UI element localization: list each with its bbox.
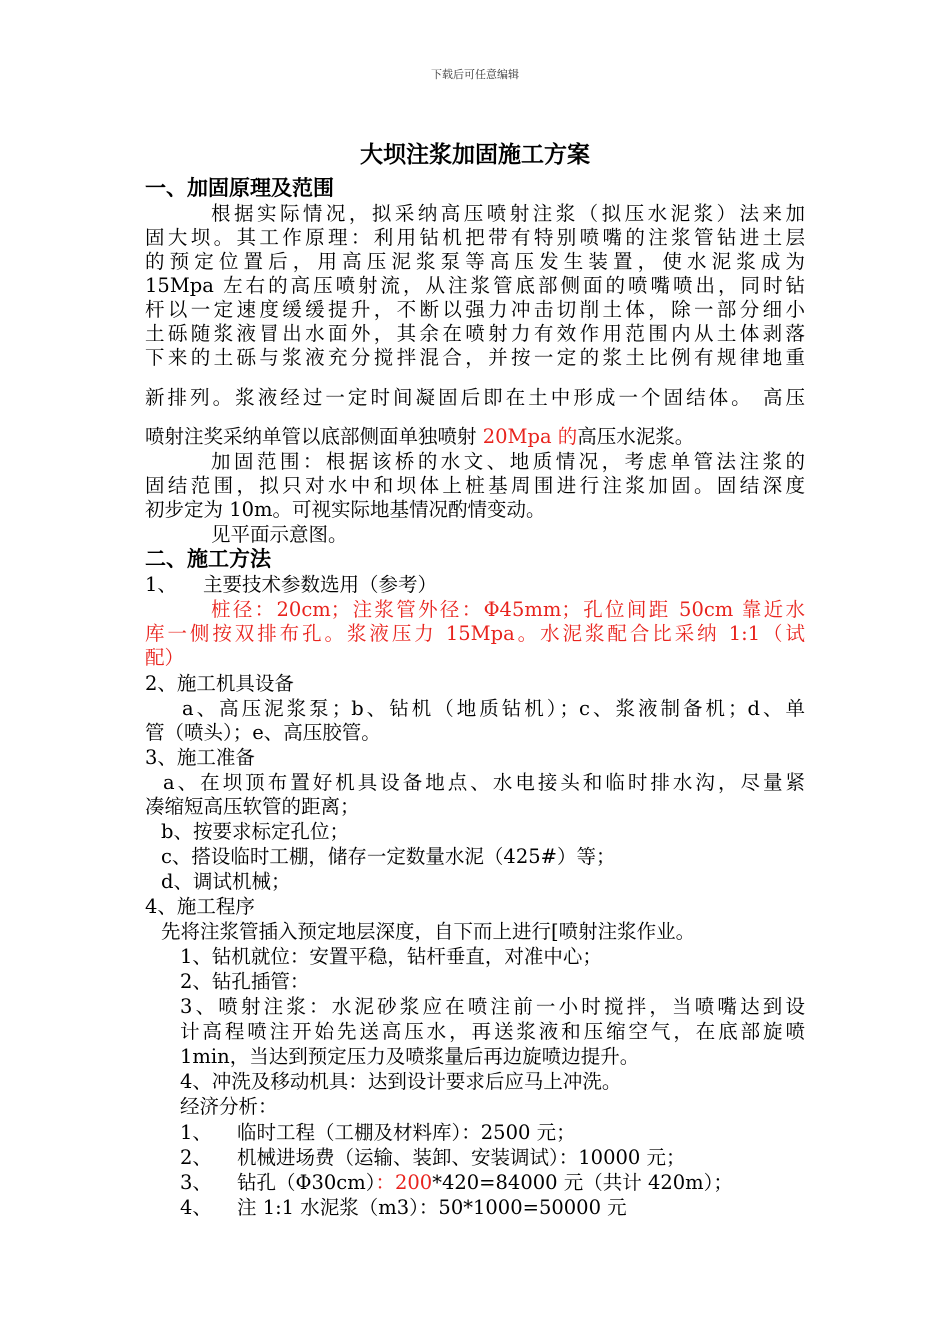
step-3-line-2: 计高程喷注开始先送高压水，再送浆液和压缩空气，在底部旋喷 bbox=[180, 1020, 805, 1043]
item2-title: 2、施工机具设备 bbox=[145, 672, 294, 695]
step-3-line-1: 3、喷射注浆：水泥砂浆应在喷注前一小时搅拌，当喷嘴达到设 bbox=[180, 995, 805, 1018]
cost-2-number: 2、 bbox=[180, 1146, 212, 1169]
para1-line-2: 固大坝。其工作原理：利用钻机把带有特别喷嘴的注浆管钻进土层 bbox=[145, 226, 805, 249]
para2-line-3: 初步定为 10m。可视实际地基情况酌情变动。 bbox=[145, 498, 546, 521]
cost-3-text bbox=[237, 1171, 733, 1195]
item3-c: c、搭设临时工棚，储存一定数量水泥（425#）等； bbox=[161, 845, 616, 868]
para1-line-3: 的预定位置后，用高压泥浆泵等高压发生装置，使水泥浆成为 bbox=[145, 250, 805, 273]
section-heading-2: 二、施工方法 bbox=[145, 547, 271, 571]
cost-1-number: 1、 bbox=[180, 1121, 212, 1144]
cost-3-text-b: *420=84000 元（共计 420m）； bbox=[432, 1171, 733, 1194]
item3-d: d、调试机械； bbox=[161, 870, 291, 893]
para1-text-red: 20Mpa 的 bbox=[482, 425, 578, 448]
cost-2-text: 机械进场费（运输、装卸、安装调试）：10000 元； bbox=[237, 1146, 686, 1169]
para1-line-7: 下来的土砾与浆液充分搅拌混合，并按一定的浆土比例有规律地重 bbox=[145, 346, 805, 369]
para2-line-1: 加固范围：根据该桥的水文、地质情况，考虑单管法注浆的 bbox=[211, 450, 805, 473]
step-3-line-3: 1min，当达到预定压力及喷浆量后再边旋喷边提升。 bbox=[180, 1045, 640, 1068]
item2-line-1: a、高压泥浆泵；b、钻机（地质钻机）；c、浆液制备机；d、单 bbox=[182, 697, 805, 720]
item1-title: 主要技术参数选用（参考） bbox=[203, 573, 438, 596]
item1-number: 1、 bbox=[145, 573, 177, 596]
para1-line-9 bbox=[145, 425, 694, 449]
item3-title: 3、施工准备 bbox=[145, 746, 255, 769]
para1-line-1: 根据实际情况，拟采纳高压喷射注浆（拟压水泥浆）法来加 bbox=[211, 202, 805, 225]
item4-title: 4、施工程序 bbox=[145, 895, 255, 918]
item3-b: b、按要求标定孔位； bbox=[161, 820, 349, 843]
cost-1-text: 临时工程（工棚及材料库）：2500 元； bbox=[237, 1121, 576, 1144]
page-header: 下载后可任意编辑 bbox=[431, 68, 519, 81]
cost-3-text-a: 钻孔（Φ30cm） bbox=[237, 1171, 376, 1194]
item2-line-2: 管（喷头）；e、高压胶管。 bbox=[145, 721, 381, 744]
cost-4-number: 4、 bbox=[180, 1196, 212, 1219]
item1-params-line-1: 桩径：20cm；注浆管外径：Φ45mm；孔位间距 50cm 靠近水 bbox=[211, 598, 805, 621]
step-1: 1、钻机就位：安置平稳，钻杆垂直，对准中心； bbox=[180, 945, 602, 968]
para2-line-2: 固结范围，拟只对水中和坝体上桩基周围进行注浆加固。固结深度 bbox=[145, 474, 805, 497]
item4-intro: 先将注浆管插入预定地层深度，自下而上进行[喷射注浆作业。 bbox=[161, 920, 696, 943]
para1-line-5: 杆以一定速度缓缓提升，不断以强力冲击切削土体，除一部分细小 bbox=[145, 298, 805, 321]
para1-line-6: 土砾随浆液冒出水面外，其余在喷射力有效作用范围内从土体剥落 bbox=[145, 322, 805, 345]
step-2: 2、钻孔插管： bbox=[180, 970, 310, 993]
cost-3-number: 3、 bbox=[180, 1171, 212, 1194]
para3: 见平面示意图。 bbox=[211, 523, 348, 546]
item3-a-line-2: 凑缩短高压软管的距离； bbox=[145, 795, 360, 818]
para1-text-a: 喷射注奖采纳单管以底部侧面单独喷射 bbox=[145, 425, 483, 448]
item3-a-line-1: a、在坝顶布置好机具设备地点、水电接头和临时排水沟，尽量紧 bbox=[163, 771, 805, 794]
item1-params-line-2: 库一侧按双排布孔。浆液压力 15Mpa。水泥浆配合比采纳 1:1（试 bbox=[145, 622, 805, 645]
cost-4-text: 注 1:1 水泥浆（m3）：50*1000=50000 元 bbox=[237, 1196, 627, 1219]
cost-3-text-red: ：200 bbox=[375, 1171, 433, 1194]
item1-params-line-3: 配） bbox=[145, 646, 185, 669]
para1-line-4: 15Mpa 左右的高压喷射流，从注浆管底部侧面的喷嘴喷出，同时钻 bbox=[145, 274, 805, 297]
section-heading-1: 一、加固原理及范围 bbox=[145, 176, 334, 200]
para1-line-8: 新排列。浆液经过一定时间凝固后即在土中形成一个固结体。 高压 bbox=[145, 386, 805, 409]
document-title: 大坝注浆加固施工方案 bbox=[360, 142, 590, 168]
step-4: 4、冲洗及移动机具：达到设计要求后应马上冲洗。 bbox=[180, 1070, 622, 1093]
para1-text-b: 高压水泥浆。 bbox=[577, 425, 695, 448]
economic-analysis-title: 经济分析： bbox=[180, 1095, 278, 1118]
